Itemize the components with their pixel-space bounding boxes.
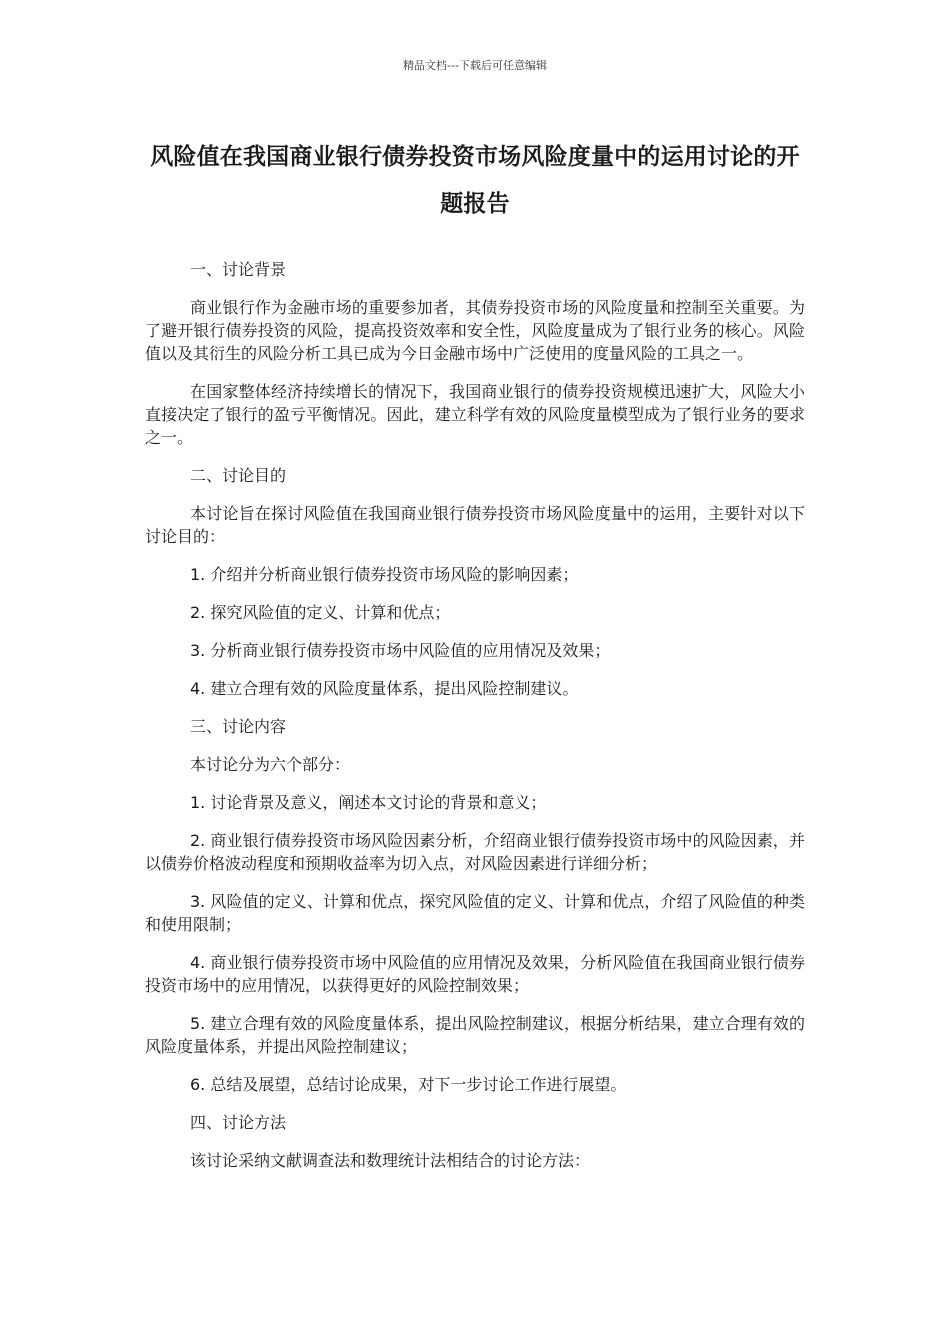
page-header: 精品文档---下载后可任意编辑 <box>403 59 547 72</box>
paragraph: 在国家整体经济持续增长的情况下，我国商业银行的债券投资规模迅速扩大，风险大小直接决定了银行的盈亏平衡情况。因此，建立科学有效的风险度量模型成为了银行业务的要求之一。 <box>145 382 805 447</box>
paragraph: 该讨论采纳文献调查法和数理统计法相结合的讨论方法： <box>190 1151 591 1170</box>
document-body <box>145 258 805 1187</box>
paragraph: 本讨论分为六个部分： <box>190 755 351 774</box>
section-heading-background: 一、讨论背景 <box>190 260 287 279</box>
section-heading-content: 三、讨论内容 <box>190 717 287 736</box>
list-item: 5. 建立合理有效的风险度量体系，提出风险控制建议，根据分析结果，建立合理有效的风险度量体系，并提出风险控制建议； <box>145 1014 805 1056</box>
list-item: 2. 商业银行债券投资市场风险因素分析，介绍商业银行债券投资市场中的风险因素，并以债券价格波动程度和预期收益率为切入点，对风险因素进行详细分析； <box>145 831 805 873</box>
paragraph: 商业银行作为金融市场的重要参加者，其债券投资市场的风险度量和控制至关重要。为了避开银行债券投资的风险，提高投资效率和安全性，风险度量成为了银行业务的核心。风险值以及其衍生的风险分析工具已成为今日金融市场中广泛使用的度量风险的工具之一。 <box>145 298 805 363</box>
list-item: 6. 总结及展望，总结讨论成果，对下一步讨论工作进行展望。 <box>190 1075 627 1094</box>
paragraph: 本讨论旨在探讨风险值在我国商业银行债券投资市场风险度量中的运用，主要针对以下讨论目的： <box>145 504 805 546</box>
section-heading-method: 四、讨论方法 <box>190 1113 287 1132</box>
list-item: 3. 风险值的定义、计算和优点，探究风险值的定义、计算和优点，介绍了风险值的种类和使用限制； <box>145 892 805 934</box>
list-item: 4. 建立合理有效的风险度量体系，提出风险控制建议。 <box>190 679 579 698</box>
list-item: 1. 介绍并分析商业银行债券投资市场风险的影响因素； <box>190 565 579 584</box>
list-item: 4. 商业银行债券投资市场中风险值的应用情况及效果，分析风险值在我国商业银行债券投资市场中的应用情况，以获得更好的风险控制效果； <box>145 953 805 995</box>
section-heading-purpose: 二、讨论目的 <box>190 466 287 485</box>
list-item: 3. 分析商业银行债券投资市场中风险值的应用情况及效果； <box>190 641 611 660</box>
list-item: 1. 讨论背景及意义，阐述本文讨论的背景和意义； <box>190 793 547 812</box>
document-title: 风险值在我国商业银行债券投资市场风险度量中的运用讨论的开题报告 <box>150 144 800 217</box>
list-item: 2. 探究风险值的定义、计算和优点； <box>190 603 451 622</box>
